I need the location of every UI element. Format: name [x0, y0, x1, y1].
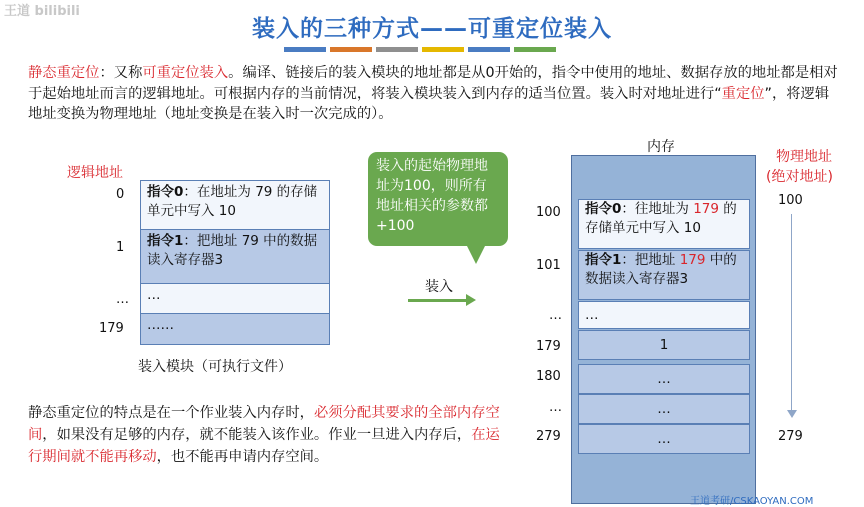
instr-label: 指令1 [585, 252, 622, 268]
cell-text: 1 [659, 337, 669, 353]
logical-address-label: 逻辑地址 [67, 165, 123, 181]
relocated-addr: 179 [679, 252, 706, 268]
logical-addr: 0 [116, 187, 125, 202]
title-stripes [284, 47, 556, 52]
logical-addr: … [116, 292, 129, 307]
intro-text: ”，将逻辑地址变换为物理地址（地址变换是在装入时一次完成的）。 [28, 85, 830, 122]
summary-text: ，如果没有足够的内存，就不能装入该作业。作业一旦进入内存后， [42, 427, 472, 443]
term-relocatable-load: 可重定位装入 [142, 65, 229, 81]
summary-paragraph [28, 402, 508, 468]
memory-addr: 100 [536, 205, 561, 220]
term-relocation: 重定位 [721, 85, 765, 102]
page-title: 装入的三种方式——可重定位装入 [252, 16, 612, 42]
instr-text: 的存储单元中写入 10 [585, 201, 737, 236]
instr-label: 指令0 [147, 184, 184, 200]
memory-addr: 179 [536, 339, 561, 354]
summary-highlight: 在运行期间就不能再移动 [28, 427, 500, 465]
load-label: 装入 [425, 279, 453, 295]
instr-text: ：把地址 79 中的数据读入寄存器3 [147, 233, 318, 268]
table-row [141, 284, 329, 314]
memory-row [578, 330, 750, 360]
cell-text: … [657, 401, 671, 417]
instr-text: ：在地址为 79 的存储单元中写入 10 [147, 184, 318, 219]
summary-text: 静态重定位的特点是在一个作业装入内存时， [28, 405, 314, 421]
stripe [468, 47, 510, 52]
callout-tail [466, 244, 486, 264]
physical-top-addr: 100 [778, 193, 803, 208]
instr-text: ：往地址为 [621, 201, 694, 217]
memory-addr: … [549, 308, 562, 323]
memory-title: 内存 [647, 139, 675, 155]
load-module-table [140, 180, 330, 345]
corner-watermark: 王道考研/CSKAOYAN.COM [690, 496, 814, 507]
instr-text: 中的数据读入寄存器3 [585, 252, 737, 287]
memory-row [578, 301, 750, 329]
memory-row [578, 364, 750, 394]
cell-text: … [657, 431, 671, 447]
load-arrow-head [466, 294, 476, 306]
instr-label: 指令0 [585, 201, 622, 217]
cell-text: …… [147, 317, 174, 333]
term-static-relocation: 静态重定位 [28, 65, 100, 81]
callout-bubble: 装入的起始物理地址为100，则所有地址相关的参数都 +100 [368, 152, 508, 246]
summary-text: ，也不能再申请内存空间。 [156, 449, 329, 465]
memory-row [578, 250, 750, 300]
watermark: 王道 bilibili [4, 4, 80, 19]
cell-text: … [657, 371, 671, 387]
logical-addr: 179 [99, 321, 124, 336]
table-row [141, 181, 329, 230]
logical-addr: 1 [116, 240, 125, 255]
stripe [514, 47, 556, 52]
relocated-addr: 179 [693, 201, 719, 217]
stripe [330, 47, 372, 52]
intro-paragraph [28, 63, 840, 125]
cell-text: … [585, 307, 599, 323]
memory-addr: 101 [536, 258, 561, 273]
stripe [376, 47, 418, 52]
cell-text: … [147, 287, 161, 303]
physical-address-label: 物理地址 [776, 149, 832, 165]
table-row [141, 314, 329, 344]
memory-addr: 180 [536, 369, 561, 384]
instr-label: 指令1 [147, 233, 184, 249]
summary-highlight: 必须分配其要求的全部内存空间 [28, 405, 500, 443]
memory-addr: … [549, 400, 562, 415]
memory-row [578, 199, 750, 249]
load-arrow [408, 299, 468, 302]
address-range-line [791, 214, 792, 414]
intro-text: 。编译、链接后的装入模块的地址都是从0开始的，指令中使用的地址、数据存放的地址都是相对于起始地址而言的逻辑地址。可根据内存的当前情况，将装入模块装入到内存的适当位置。装入时对地址进行“ [28, 65, 838, 102]
stripe [284, 47, 326, 52]
stripe [422, 47, 464, 52]
memory-row [578, 394, 750, 424]
module-caption: 装入模块（可执行文件） [138, 359, 292, 375]
memory-row [578, 424, 750, 454]
table-row [141, 230, 329, 284]
memory-block [571, 155, 756, 504]
physical-bottom-addr: 279 [778, 429, 803, 444]
memory-addr: 279 [536, 429, 561, 444]
instr-text: ：把地址 [621, 252, 680, 268]
address-range-arrowhead [787, 410, 797, 418]
intro-text: ：又称 [99, 65, 143, 81]
absolute-address-label: (绝对地址) [766, 169, 833, 185]
